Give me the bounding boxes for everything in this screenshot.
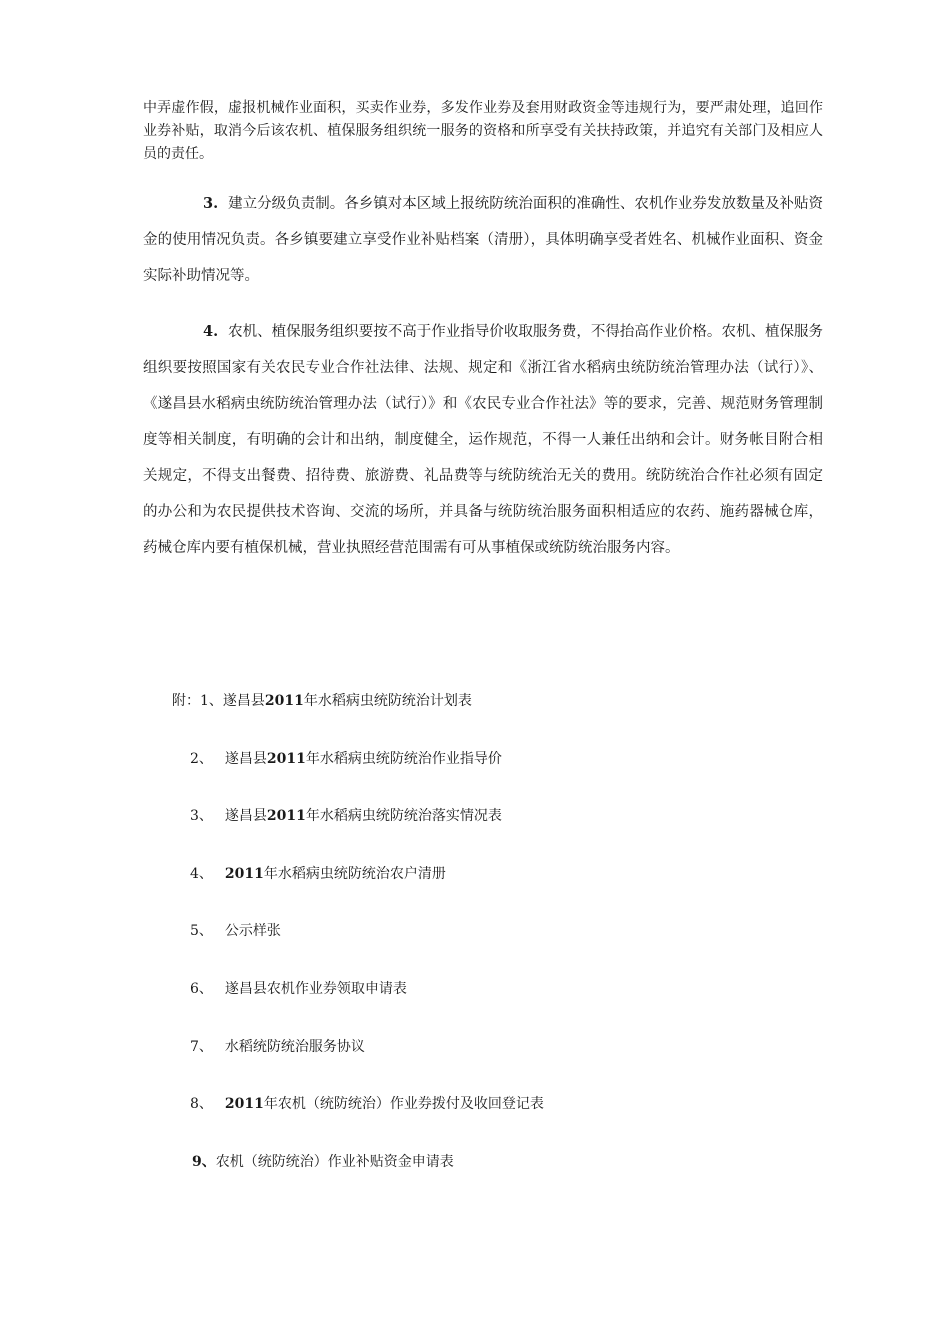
attachment-item-7 [190,1037,365,1057]
attachment-text: 遂昌县 [224,751,267,767]
attachment-item-4 [190,864,446,884]
paragraph-4 [143,314,823,566]
attachment-item-9 [192,1152,454,1172]
attachment-item-3 [190,806,502,826]
attachment-number: 3、 [190,808,213,824]
attachment-year: 2011 [224,1096,264,1112]
attachment-year: 2011 [266,808,306,824]
attachment-number: 7、 [190,1039,213,1055]
paragraph-continuation: 中弄虚作假，虚报机械作业面积，买卖作业券，多发作业券及套用财政资金等违规行为，要严肃处理，追回作业券补贴，取消今后该农机、植保服务组织统一服务的资格和所享受有关扶持政策，并追究有关部门及相应人员的责任。 [143,100,823,162]
paragraph-3-text: 建立分级负责制。各乡镇对本区域上报统防统治面积的准确性、农机作业券发放数量及补贴资金的使用情况负责。各乡镇要建立享受作业补贴档案（清册），具体明确享受者姓名、机械作业面积、资金实际补助情况等。 [143,196,823,284]
attachment-number: 4、 [190,866,213,882]
attachment-number: 9、 [192,1154,216,1170]
attachment-year: 2011 [266,751,306,767]
attachment-text: 年水稻病虫统防统治农户清册 [263,866,446,882]
paragraph-3-number: 3. [203,195,219,212]
attachment-text: 水稻统防统治服务协议 [224,1039,365,1055]
attachment-text: 年水稻病虫统防统治落实情况表 [305,808,502,824]
attachment-text: 年水稻病虫统防统治计划表 [303,693,472,709]
attachment-number: 1、 [200,693,223,709]
attachment-text: 遂昌县农机作业券领取申请表 [224,981,407,997]
attachment-text: 公示样张 [224,923,281,939]
attachment-year: 2011 [224,866,264,882]
attachment-item-5 [190,921,281,941]
paragraph-3 [143,186,823,294]
attachment-item-2 [190,749,502,769]
paragraph-4-number: 4. [203,323,219,340]
attachment-text: 遂昌县 [222,693,265,709]
attachment-item-1 [172,691,472,711]
attachment-year: 2011 [264,693,304,709]
attachment-item-6 [190,979,407,999]
attachment-number: 8、 [190,1096,213,1112]
attachment-text: 农机（统防统治）作业补贴资金申请表 [215,1154,454,1170]
attachment-heading: 附： [172,693,200,709]
attachment-text: 遂昌县 [224,808,267,824]
attachment-number: 6、 [190,981,213,997]
paragraph-4-text: 农机、植保服务组织要按不高于作业指导价收取服务费，不得抬高作业价格。农机、植保服务组织要按照国家有关农民专业合作社法律、法规、规定和《浙江省水稻病虫统防统治管理办法（试行）》、《遂昌县水稻病虫统防统治管理办法（试行）》和《农民专业合作社法》等的要求，完善、规范财务管理制度等相关制度，有明确的会计和出纳，制度健全，运作规范，不得一人兼任出纳和会计。财务帐目附合相关规定，不得支出餐费、招待费、旅游费、礼品费等与统防统治无关的费用。统防统治合作社必须有固定的办公和为农民提供技术咨询、交流的场所，并具备与统防统治服务面积相适应的农药、施药器械仓库，药械仓库内要有植保机械，营业执照经营范围需有可从事植保或统防统治服务内容。 [143,324,823,556]
attachment-number: 5、 [190,923,213,939]
attachment-item-8 [190,1094,544,1114]
attachment-text: 年水稻病虫统防统治作业指导价 [305,751,502,767]
attachment-number: 2、 [190,751,213,767]
attachment-text: 年农机（统防统治）作业券拨付及收回登记表 [263,1096,544,1112]
